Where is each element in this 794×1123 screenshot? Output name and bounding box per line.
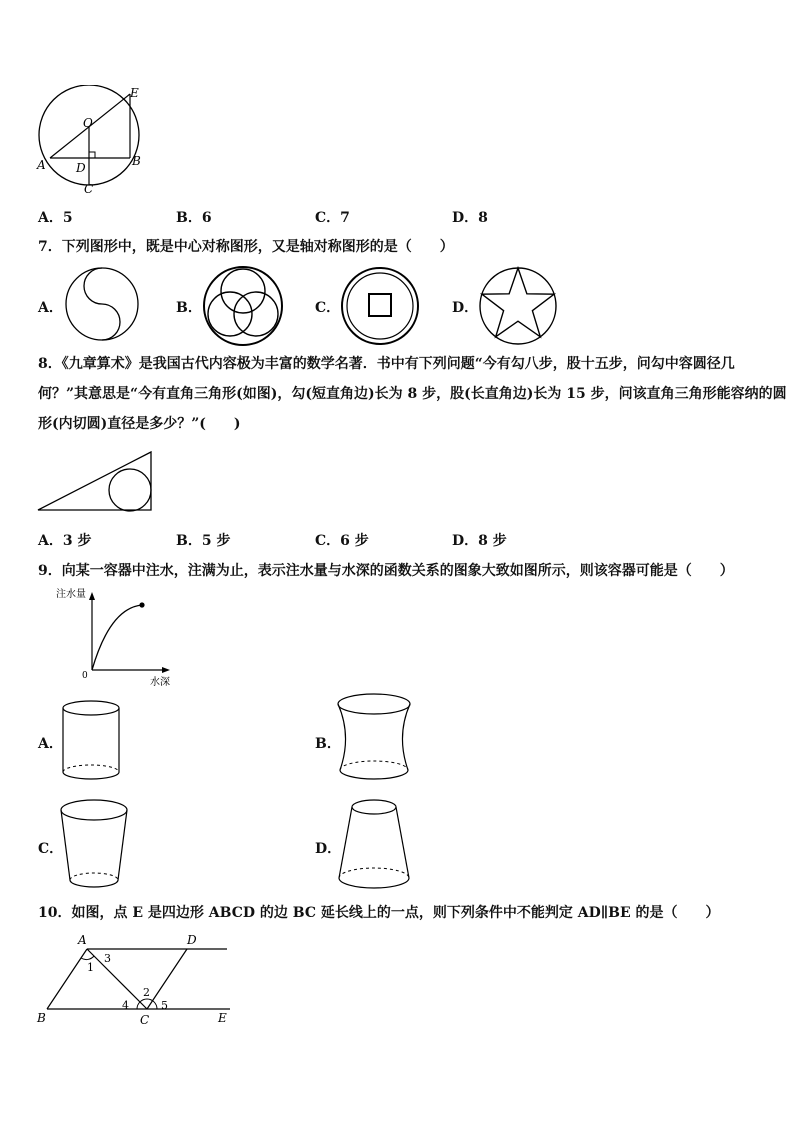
- q8-option-d[interactable]: D．8 步: [452, 533, 507, 549]
- q10-angle-4: 4: [122, 999, 129, 1012]
- q6-label-a: A: [37, 158, 46, 172]
- q7-label-c[interactable]: C．: [315, 300, 341, 316]
- q8-option-a[interactable]: A．3 步: [38, 533, 92, 549]
- q9-curve: [92, 605, 142, 670]
- q9-y-label: 注水量: [56, 589, 86, 600]
- q9-origin-label: 0: [82, 671, 88, 681]
- q6-label-o: O: [83, 116, 93, 130]
- q7-star-in-circle-figure[interactable]: [478, 264, 560, 346]
- q10-angle-2: 2: [143, 986, 150, 999]
- q10-line-ac: [87, 949, 147, 1009]
- q7-yin-yang-figure[interactable]: [64, 266, 144, 342]
- q9-endpoint: [139, 602, 144, 607]
- q9-label-a[interactable]: A．: [38, 736, 63, 752]
- q6-label-c: C: [84, 182, 94, 196]
- q6-circle-figure: [30, 85, 150, 197]
- q9-container-cup-wide-top[interactable]: [58, 796, 136, 892]
- q8-option-b[interactable]: B．5 步: [176, 533, 231, 549]
- q9-label-b[interactable]: B．: [315, 736, 341, 752]
- q8-triangle-incircle-figure: [34, 448, 158, 514]
- q10-angle-arc-a: [81, 956, 94, 960]
- q10-parallelogram-figure: [30, 930, 242, 1030]
- q10-angle-arc-c: [137, 999, 157, 1009]
- q10-stem: 10．如图，点 E 是四边形 ABCD 的边 BC 延长线上的一点，则下列条件中不能判定 AD∥BE 的是（ ）: [38, 905, 720, 921]
- q9-label-d[interactable]: D．: [315, 841, 342, 857]
- q7-label-b[interactable]: B．: [176, 300, 202, 316]
- q9-function-graph: [50, 586, 180, 690]
- q10-label-a: A: [78, 933, 87, 947]
- q8-stem-line-3: 形(内切圆)直径是多少？”( ): [38, 416, 241, 432]
- q6-label-e: E: [130, 86, 139, 100]
- q9-container-cup-narrow-top[interactable]: [334, 796, 418, 892]
- q6-option-c[interactable]: C．7: [315, 210, 350, 226]
- q10-label-d: D: [187, 933, 197, 947]
- q7-coin-square-figure[interactable]: [340, 266, 422, 346]
- q6-right-angle-mark: [89, 152, 95, 158]
- q6-label-d: D: [76, 161, 86, 175]
- q7-stem: 7．下列图形中，既是中心对称图形，又是轴对称图形的是（ ）: [38, 239, 454, 255]
- q8-stem-line-2: 何？”其意思是“今有直角三角形(如图)，勾(短直角边)长为 8 步，股(长直角边)长为 15 步，问该直角三角形能容纳的圆: [38, 386, 787, 402]
- q10-label-c: C: [140, 1013, 150, 1027]
- q9-container-hourglass[interactable]: [334, 690, 418, 782]
- q10-label-b: B: [37, 1011, 46, 1025]
- q6-option-b[interactable]: B．6: [176, 210, 212, 226]
- q10-angle-3: 3: [104, 952, 111, 965]
- q7-three-circles-figure[interactable]: [200, 264, 286, 348]
- q10-angle-5: 5: [161, 999, 168, 1012]
- q10-label-e: E: [218, 1011, 227, 1025]
- q7-label-a[interactable]: A．: [38, 300, 63, 316]
- q6-option-d[interactable]: D．8: [452, 210, 488, 226]
- q6-label-b: B: [132, 154, 141, 168]
- q10-angle-1: 1: [87, 961, 94, 974]
- q9-label-c[interactable]: C．: [38, 841, 64, 857]
- q9-x-label: 水深: [150, 677, 170, 688]
- q9-stem: 9．向某一容器中注水，注满为止，表示注水量与水深的函数关系的图象大致如图所示，则该容器可能是（ ）: [38, 563, 734, 579]
- q8-stem-line-1: 8．《九章算术》是我国古代内容极为丰富的数学名著．书中有下列问题“今有勾八步，股十五步，问勾中容圆径几: [38, 356, 735, 372]
- q9-container-cylinder[interactable]: [60, 698, 126, 782]
- q7-label-d[interactable]: D．: [452, 300, 479, 316]
- q8-option-c[interactable]: C．6 步: [315, 533, 369, 549]
- q6-option-a[interactable]: A．5: [38, 210, 73, 226]
